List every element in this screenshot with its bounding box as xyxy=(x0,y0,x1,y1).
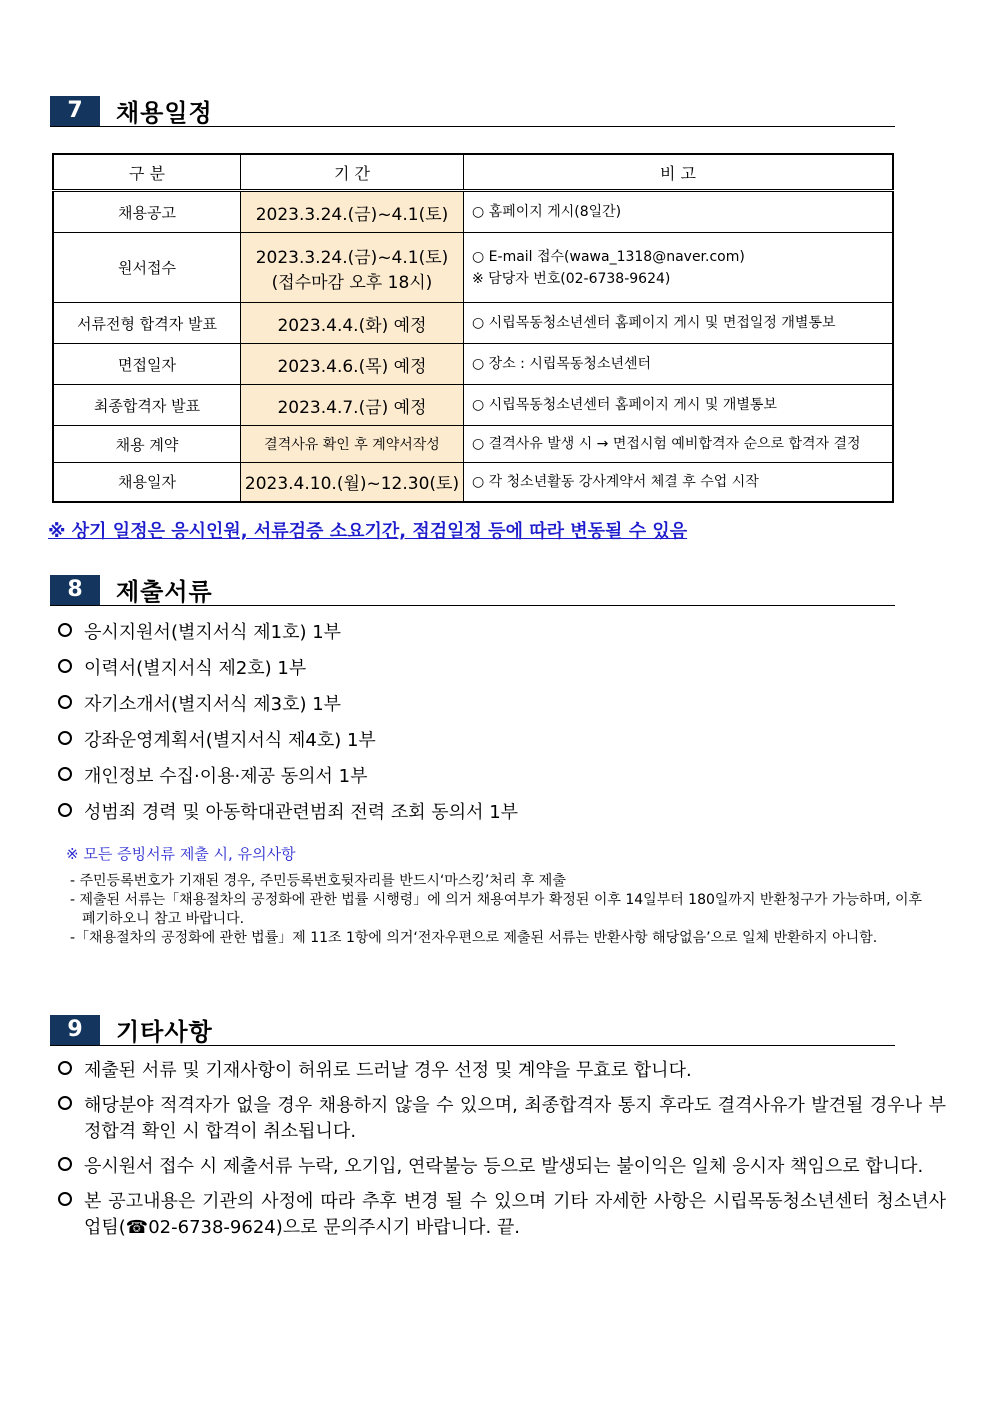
list-item xyxy=(58,654,518,690)
table-row xyxy=(53,426,893,463)
documents-list xyxy=(58,618,518,834)
cell-period: 2023.4.10.(월)~12.30(토) xyxy=(241,463,464,502)
table-row xyxy=(53,233,893,303)
cell-item: 최종합격자 발표 xyxy=(53,385,241,426)
cell-period: 2023.4.4.(화) 예정 xyxy=(241,303,464,344)
circle-bullet-icon xyxy=(58,1096,72,1110)
item-text: 자기소개서(별지서식 제3호) 1부 xyxy=(84,694,342,715)
cell-item: 원서접수 xyxy=(53,233,241,303)
circle-bullet-icon xyxy=(58,731,72,745)
list-item xyxy=(58,762,518,798)
caution-item: - 주민등록번호가 기재된 경우, 주민등록번호뒷자리를 반드시‘마스킹’처리 후 제출 xyxy=(70,873,566,889)
header-period: 기 간 xyxy=(241,154,464,191)
remark-line: ○ E-mail 접수(wawa_1318@naver.com) xyxy=(472,248,745,265)
table-row xyxy=(53,385,893,426)
list-item xyxy=(58,1189,946,1241)
caution-item: -「채용절차의 공정화에 관한 법률」제 11조 1항에 의거‘전자우편으로 제출된 서류는 반환사항 해당없음’으로 일체 반환하지 아니함. xyxy=(70,930,878,946)
circle-bullet-icon xyxy=(58,659,72,673)
cell-period: 2023.4.7.(금) 예정 xyxy=(241,385,464,426)
header-category: 구 분 xyxy=(53,154,241,191)
cell-remarks xyxy=(464,233,894,303)
cell-remarks: ○ 홈페이지 게시(8일간) xyxy=(464,191,894,233)
circle-bullet-icon xyxy=(58,1157,72,1171)
cell-remarks: ○ 시립목동청소년센터 홈페이지 게시 및 면접일정 개별통보 xyxy=(464,303,894,344)
section-number: 9 xyxy=(50,1015,100,1045)
cell-item: 면접일자 xyxy=(53,344,241,385)
item-text: 강좌운영계획서(별지서식 제4호) 1부 xyxy=(84,730,376,751)
item-text: 해당분야 적격자가 없을 경우 채용하지 않을 수 있으며, 최종합격자 통지 후라도 결격사유가 발견될 경우나 부정합격 확인 시 합격이 취소됩니다. xyxy=(84,1095,946,1142)
circle-bullet-icon xyxy=(58,767,72,781)
item-text: 성범죄 경력 및 아동학대관련범죄 전력 조회 동의서 1부 xyxy=(84,802,519,823)
cell-period: 결격사유 확인 후 계약서작성 xyxy=(241,426,464,463)
schedule-note: ※ 상기 일정은 응시인원, 서류검증 소요기간, 점검일정 등에 따라 변동될 수 있음 xyxy=(48,521,688,542)
section-title: 기타사항 xyxy=(116,1018,213,1046)
schedule-table xyxy=(52,153,894,503)
section-number: 7 xyxy=(50,96,100,126)
circle-bullet-icon xyxy=(58,695,72,709)
item-text: 응시원서 접수 시 제출서류 누락, 오기입, 연락불능 등으로 발생되는 불이익은 일체 응시자 책임으로 합니다. xyxy=(84,1156,924,1177)
table-row xyxy=(53,303,893,344)
circle-bullet-icon xyxy=(58,1061,72,1075)
section-8-header xyxy=(50,575,895,606)
list-item xyxy=(58,1058,946,1084)
table-row xyxy=(53,463,893,502)
item-text: 본 공고내용은 기관의 사정에 따라 추후 변경 될 수 있으며 기타 자세한 사항은 시립목동청소년센터 청소년사업팀(☎02-6738-9624)으로 문의주시기 바랍니다. 끝. xyxy=(84,1191,946,1238)
section-7-header xyxy=(50,96,895,127)
cell-remarks: ○ 결격사유 발생 시 → 면접시험 예비합격자 순으로 합격자 결정 xyxy=(464,426,894,463)
etc-list xyxy=(58,1058,946,1250)
header-remarks: 비 고 xyxy=(464,154,894,191)
list-item xyxy=(58,1093,946,1145)
cell-item: 채용공고 xyxy=(53,191,241,233)
cell-period xyxy=(241,233,464,303)
cell-period: 2023.4.6.(목) 예정 xyxy=(241,344,464,385)
table-row xyxy=(53,191,893,233)
item-text: 제출된 서류 및 기재사항이 허위로 드러날 경우 선정 및 계약을 무효로 합니다. xyxy=(84,1060,692,1081)
remark-line: ※ 담당자 번호(02-6738-9624) xyxy=(472,270,671,287)
section-title: 제출서류 xyxy=(116,578,213,606)
list-item xyxy=(58,1154,946,1180)
caution-title: ※ 모든 증빙서류 제출 시, 유의사항 xyxy=(66,845,296,863)
circle-bullet-icon xyxy=(58,623,72,637)
list-item xyxy=(58,618,518,654)
cell-item: 서류전형 합격자 발표 xyxy=(53,303,241,344)
caution-block xyxy=(66,843,926,948)
table-header-row xyxy=(53,154,893,191)
item-text: 이력서(별지서식 제2호) 1부 xyxy=(84,658,307,679)
section-title: 채용일정 xyxy=(116,99,213,127)
table-row xyxy=(53,344,893,385)
list-item xyxy=(58,690,518,726)
section-number: 8 xyxy=(50,575,100,605)
section-9-header xyxy=(50,1015,895,1046)
cell-remarks: ○ 장소 : 시립목동청소년센터 xyxy=(464,344,894,385)
item-text: 응시지원서(별지서식 제1호) 1부 xyxy=(84,622,342,643)
cell-period: 2023.3.24.(금)~4.1(토) xyxy=(241,191,464,233)
cell-item: 채용 계약 xyxy=(53,426,241,463)
circle-bullet-icon xyxy=(58,1192,72,1206)
caution-item: - 제출된 서류는「채용절차의 공정화에 관한 법률 시행령」에 의거 채용여부가 확정된 이후 14일부터 180일까지 반환청구가 가능하며, 이후 폐기하오니 참고 바랍니다. xyxy=(70,892,923,927)
cell-item: 채용일자 xyxy=(53,463,241,502)
cell-remarks: ○ 각 청소년활동 강사계약서 체결 후 수업 시작 xyxy=(464,463,894,502)
list-item xyxy=(58,798,518,834)
circle-bullet-icon xyxy=(58,803,72,817)
period-line: (접수마감 오후 18시) xyxy=(271,272,433,293)
cell-remarks: ○ 시립목동청소년센터 홈페이지 게시 및 개별통보 xyxy=(464,385,894,426)
period-line: 2023.3.24.(금)~4.1(토) xyxy=(255,247,449,268)
item-text: 개인정보 수집·이용·제공 동의서 1부 xyxy=(84,766,368,787)
list-item xyxy=(58,726,518,762)
